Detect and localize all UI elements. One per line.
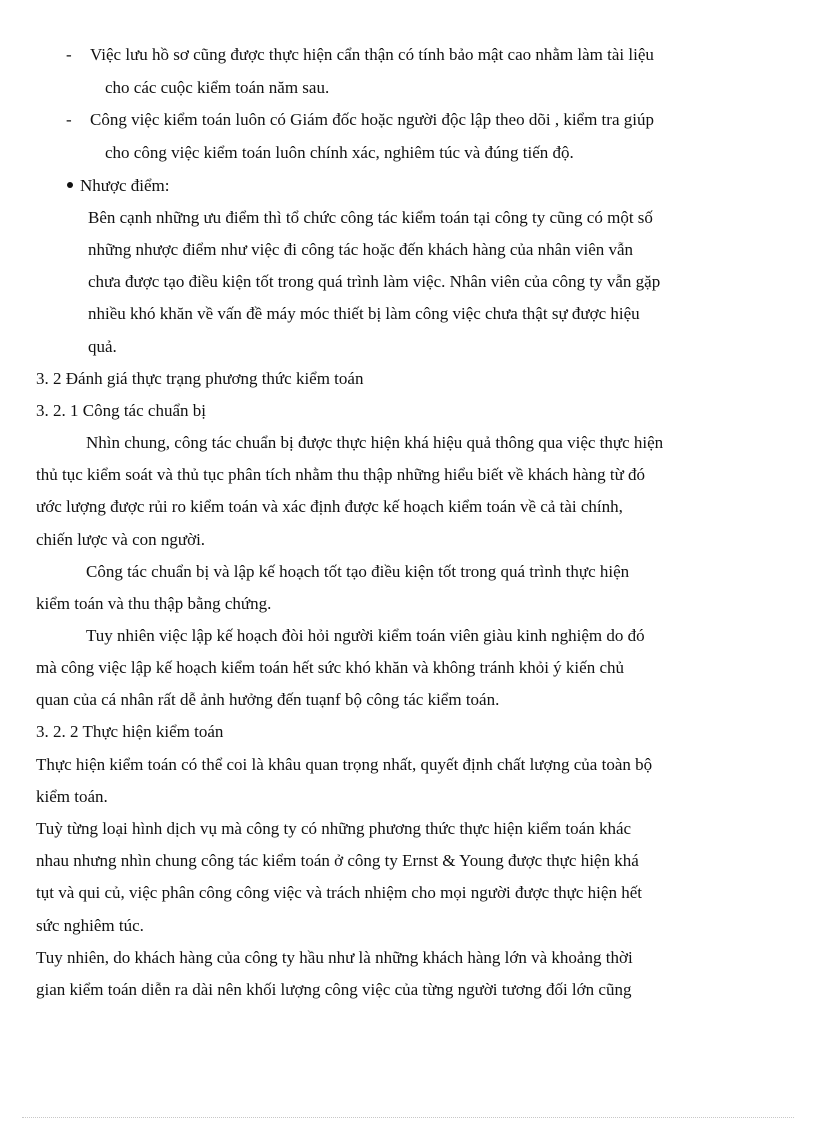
section-3-2-1-p1-line-4: chiến lược và con người. <box>36 530 206 549</box>
dash-bullet-marker: - <box>66 110 72 129</box>
section-3-2-2-p2-line-2: nhau nhưng nhìn chung công tác kiểm toán ở công ty Ernst & Young được thực hiện khá <box>36 851 639 870</box>
section-3-2-1-p2-line-1: Công tác chuẩn bị và lập kế hoạch tốt tạo điều kiện tốt trong quá trình thực hiện <box>86 562 630 581</box>
round-bullet-icon <box>67 182 73 188</box>
section-3-2-2-p3-line-1: Tuy nhiên, do khách hàng của công ty hầu như là những khách hàng lớn và khoảng thời <box>36 948 633 967</box>
section-3-2-1-heading: 3. 2. 1 Công tác chuẩn bị <box>36 401 206 420</box>
section-3-2-1-p3-line-1: Tuy nhiên việc lập kế hoạch đòi hỏi người kiểm toán viên giàu kinh nghiệm do đó <box>86 626 645 645</box>
section-3-2-2-p2-line-3: tụt và qui củ, việc phân công công việc và trách nhiệm cho mọi người được thực hiện hết <box>36 883 642 902</box>
section-3-2-1-p3-line-3: quan của cá nhân rất dễ ảnh hưởng đến tuạnf bộ công tác kiểm toán. <box>36 690 500 709</box>
section-3-2-heading: 3. 2 Đánh giá thực trạng phương thức kiểm toán <box>36 369 364 388</box>
section-3-2-1-p1-line-3: ước lượng được rủi ro kiểm toán và xác định được kế hoạch kiểm toán về cả tài chính, <box>36 497 623 516</box>
bullet-2-line-1: Công việc kiểm toán luôn có Giám đốc hoặc người độc lập theo dõi , kiểm tra giúp <box>90 110 654 129</box>
weakness-line-1: Bên cạnh những ưu điểm thì tổ chức công tác kiểm toán tại công ty cũng có một số <box>88 208 653 227</box>
bullet-2-line-2: cho công việc kiểm toán luôn chính xác, nghiêm túc và đúng tiến độ. <box>105 143 574 162</box>
dash-bullet-marker: - <box>66 45 72 64</box>
section-3-2-2-p2-line-4: sức nghiêm túc. <box>36 916 144 935</box>
section-3-2-2-p2-line-1: Tuỳ từng loại hình dịch vụ mà công ty có những phương thức thực hiện kiểm toán khác <box>36 819 632 838</box>
weakness-line-4: nhiều khó khăn về vấn đề máy móc thiết bị làm công việc chưa thật sự được hiệu <box>88 304 640 323</box>
section-3-2-1-p1-line-1: Nhìn chung, công tác chuẩn bị được thực hiện khá hiệu quả thông qua việc thực hiện <box>86 433 664 452</box>
section-3-2-1-p3-line-2: mà công việc lập kế hoạch kiểm toán hết sức khó khăn và không tránh khỏi ý kiến chủ <box>36 658 624 677</box>
weakness-line-3: chưa được tạo điều kiện tốt trong quá trình làm việc. Nhân viên của công ty vẫn gặp <box>88 272 661 291</box>
bullet-1-line-1: Việc lưu hồ sơ cũng được thực hiện cẩn thận có tính bảo mật cao nhằm làm tài liệu <box>90 45 654 64</box>
weakness-line-5: quả. <box>88 337 117 356</box>
weakness-line-2: những nhược điểm như việc đi công tác hoặc đến khách hàng của nhân viên vẫn <box>88 240 634 259</box>
page-bottom-divider <box>22 1117 794 1118</box>
bullet-1-line-2: cho các cuộc kiểm toán năm sau. <box>105 78 330 97</box>
section-3-2-2-heading: 3. 2. 2 Thực hiện kiểm toán <box>36 722 224 741</box>
section-3-2-1-p1-line-2: thủ tục kiểm soát và thủ tục phân tích nhằm thu thập những hiểu biết về khách hàng từ đó <box>36 465 646 484</box>
section-3-2-2-p1-line-2: kiểm toán. <box>36 787 108 806</box>
section-3-2-2-p1-line-1: Thực hiện kiểm toán có thể coi là khâu quan trọng nhất, quyết định chất lượng của toàn bộ <box>36 755 653 774</box>
section-3-2-2-p3-line-2: gian kiểm toán diễn ra dài nên khối lượng công việc của từng người tương đối lớn cũng <box>36 980 632 999</box>
weakness-heading: Nhược điểm: <box>80 176 170 195</box>
section-3-2-1-p2-line-2: kiểm toán và thu thập bằng chứng. <box>36 594 272 613</box>
